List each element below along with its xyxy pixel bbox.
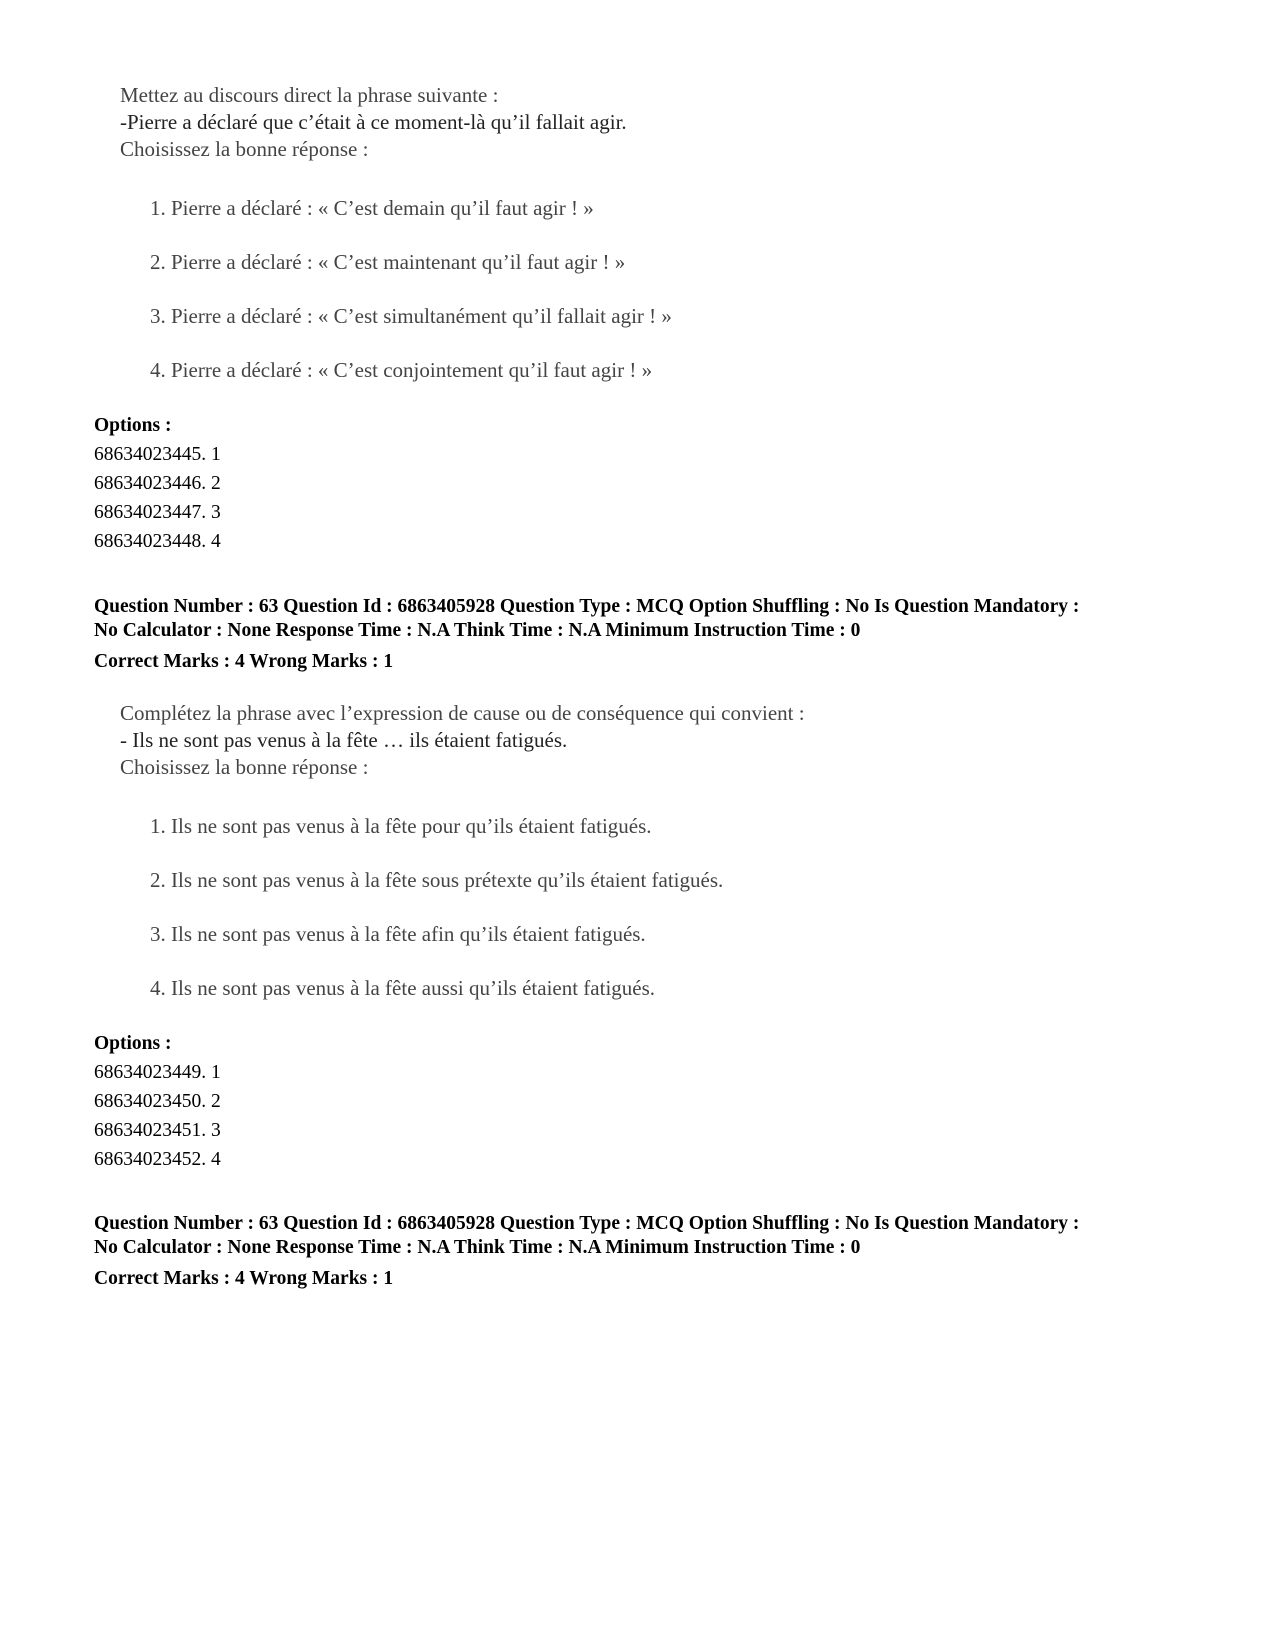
question-b-sentence: - Ils ne sont pas venus à la fête … ils étaient fatigués. (120, 728, 568, 752)
question-b-choice-1: 1. Ils ne sont pas venus à la fête pour qu’ils étaient fatigués. (150, 814, 652, 838)
question-a-choice-1: 1. Pierre a déclaré : « C’est demain qu’il faut agir ! » (150, 196, 594, 220)
question-b-option-2: 68634023450. 2 (94, 1091, 221, 1112)
question-b-option-1: 68634023449. 1 (94, 1062, 221, 1083)
question-marks-2: Correct Marks : 4 Wrong Marks : 1 (94, 1268, 394, 1289)
question-a-option-3: 68634023447. 3 (94, 502, 221, 523)
question-b-prompt: Choisissez la bonne réponse : (120, 755, 369, 779)
question-b-choice-4: 4. Ils ne sont pas venus à la fête aussi qu’ils étaient fatigués. (150, 976, 656, 1000)
question-meta-line-1: Question Number : 63 Question Id : 6863405928 Question Type : MCQ Option Shuffling : No Is Question Mandatory : (94, 596, 1080, 617)
question-a-sentence: -Pierre a déclaré que c’était à ce moment-là qu’il fallait agir. (120, 110, 627, 134)
question-a-choice-2: 2. Pierre a déclaré : « C’est maintenant qu’il faut agir ! » (150, 250, 626, 274)
question-a-instruction: Mettez au discours direct la phrase suivante : (120, 83, 499, 107)
question-b-stem (120, 700, 805, 781)
question-b-instruction: Complétez la phrase avec l’expression de cause ou de conséquence qui convient : (120, 701, 805, 725)
question-b-choice-2: 2. Ils ne sont pas venus à la fête sous prétexte qu’ils étaient fatigués. (150, 868, 724, 892)
question-meta-line-2: No Calculator : None Response Time : N.A Think Time : N.A Minimum Instruction Time : 0 (94, 1237, 861, 1258)
question-marks-1: Correct Marks : 4 Wrong Marks : 1 (94, 651, 394, 672)
question-a-option-1: 68634023445. 1 (94, 444, 221, 465)
question-meta-line-1: Question Number : 63 Question Id : 6863405928 Question Type : MCQ Option Shuffling : No Is Question Mandatory : (94, 1213, 1080, 1234)
question-b-option-3: 68634023451. 3 (94, 1120, 221, 1141)
question-a-option-2: 68634023446. 2 (94, 473, 221, 494)
question-b-options-label: Options : (94, 1033, 172, 1054)
question-b-choice-3: 3. Ils ne sont pas venus à la fête afin qu’ils étaient fatigués. (150, 922, 646, 946)
question-a-option-4: 68634023448. 4 (94, 531, 221, 552)
question-meta-header-2 (94, 1212, 1214, 1260)
question-a-prompt: Choisissez la bonne réponse : (120, 137, 369, 161)
question-meta-header-1 (94, 595, 1214, 643)
question-a-choice-3: 3. Pierre a déclaré : « C’est simultanément qu’il fallait agir ! » (150, 304, 672, 328)
question-meta-line-2: No Calculator : None Response Time : N.A Think Time : N.A Minimum Instruction Time : 0 (94, 620, 861, 641)
question-a-stem (120, 82, 627, 163)
question-a-choice-4: 4. Pierre a déclaré : « C’est conjointement qu’il faut agir ! » (150, 358, 653, 382)
question-b-option-4: 68634023452. 4 (94, 1149, 221, 1170)
question-a-options-label: Options : (94, 415, 172, 436)
